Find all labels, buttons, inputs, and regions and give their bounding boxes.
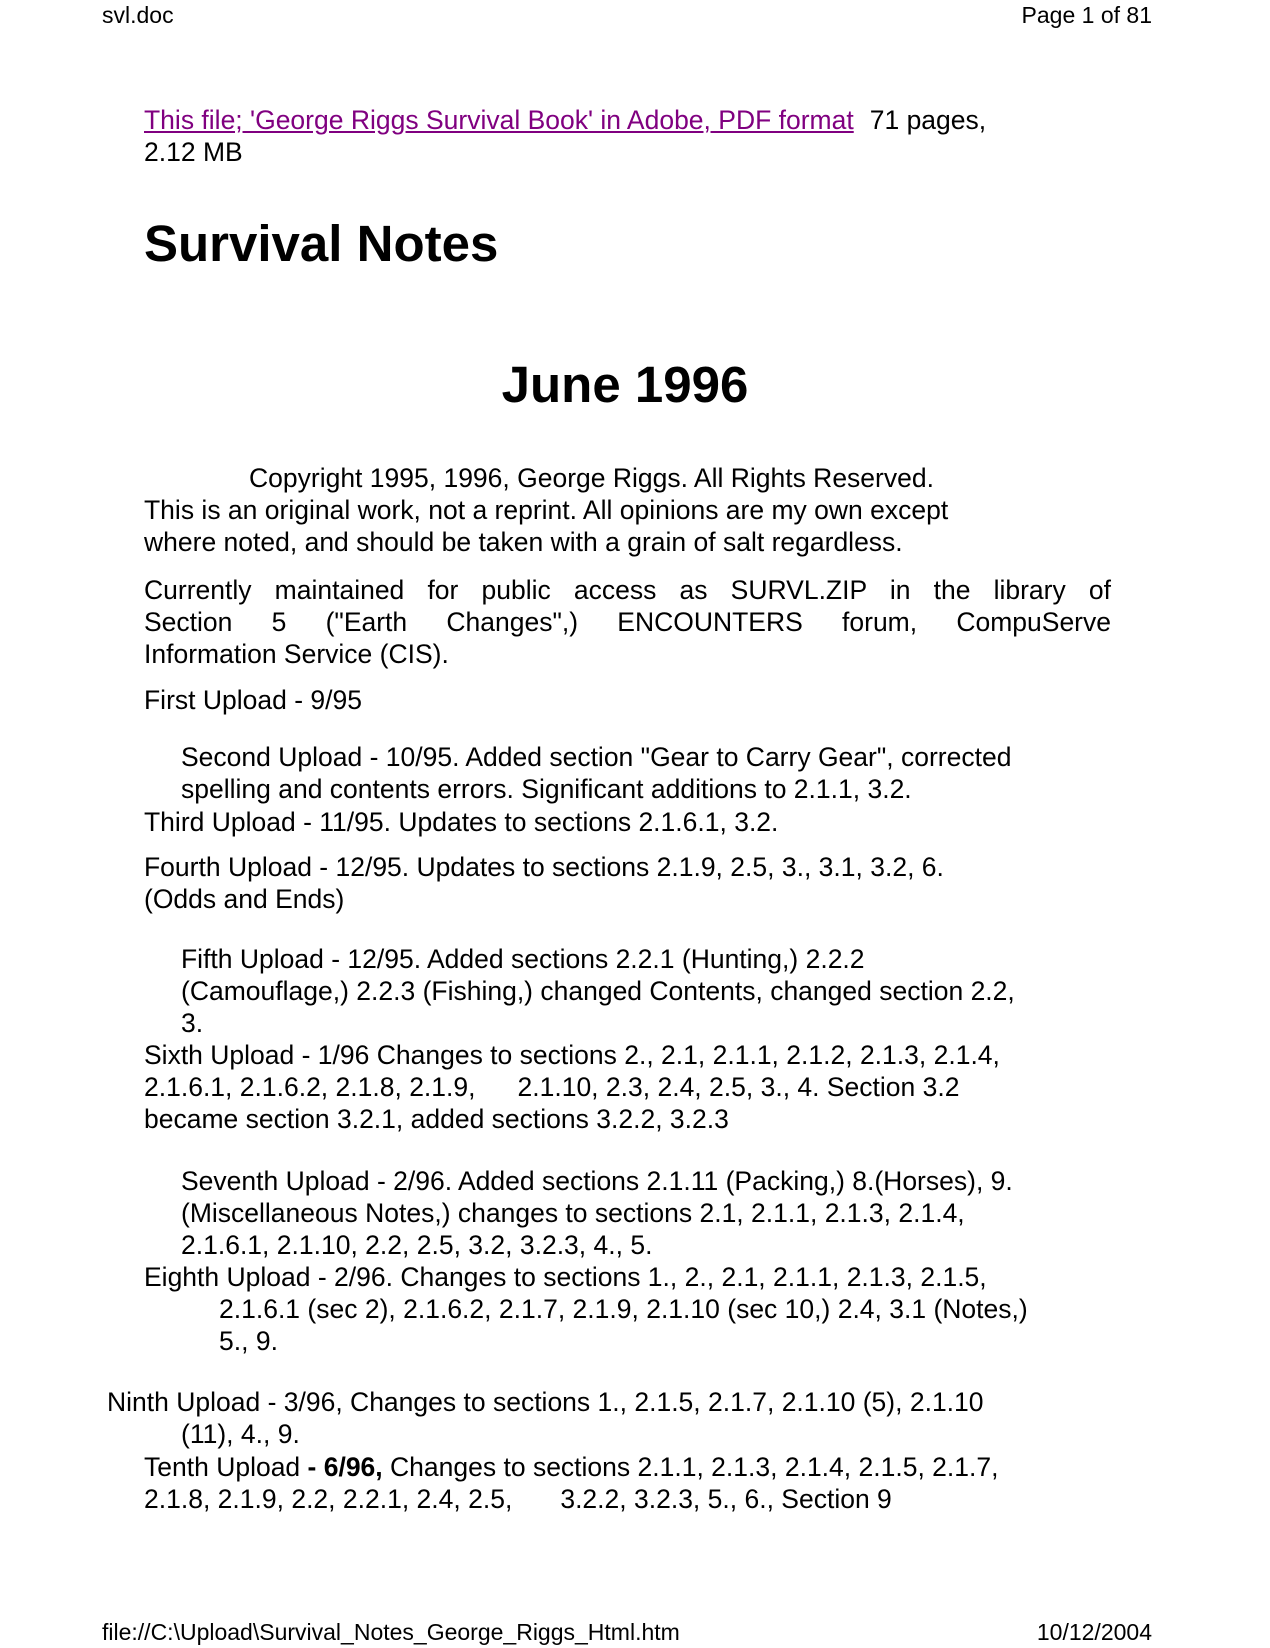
upload-tenth-changes: Changes to sections 2.1.1, 2.1.3, 2.1.4, 2.1.5, 2.1.7, (382, 1452, 999, 1482)
copyright-statement-line1: This is an original work, not a reprint. All opinions are my own except (144, 495, 949, 525)
access-line1: Currently maintained for public access as SURVL.ZIP in the library of (144, 575, 1111, 605)
intro-page-count: 71 pages, (869, 105, 987, 135)
upload-tenth-line2-part1: 2.1.8, 2.1.9, 2.2, 2.2.1, 2.4, 2.5, (144, 1484, 513, 1514)
date-heading: June 1996 (501, 356, 749, 413)
upload-third: Third Upload - 11/95. Updates to sections 2.1.6.1, 3.2. (144, 807, 779, 837)
header-page-number: Page 1 of 81 (1021, 2, 1152, 28)
upload-sixth-line1: Sixth Upload - 1/96 Changes to sections 2., 2.1, 2.1.1, 2.1.2, 2.1.3, 2.1.4, (144, 1040, 1000, 1070)
upload-second-line1: Second Upload - 10/95. Added section "Gear to Carry Gear", corrected (181, 742, 1012, 772)
upload-fourth-line2: (Odds and Ends) (144, 884, 345, 914)
header-filename: svl.doc (102, 2, 174, 28)
document-title: Survival Notes (144, 215, 499, 272)
upload-ninth-line2: (11), 4., 9. (181, 1419, 300, 1449)
intro-file-size: 2.12 MB (144, 137, 243, 167)
upload-sixth-line3: became section 3.2.1, added sections 3.2.2, 3.2.3 (144, 1104, 729, 1134)
upload-fifth-line2: (Camouflage,) 2.2.3 (Fishing,) changed Contents, changed section 2.2, (181, 976, 1015, 1006)
upload-seventh-line3: 2.1.6.1, 2.1.10, 2.2, 2.5, 3.2, 3.2.3, 4., 5. (181, 1230, 653, 1260)
footer-file-path: file://C:\Upload\Survival_Notes_George_Riggs_Html.htm (102, 1619, 680, 1645)
intro-line (144, 104, 986, 136)
upload-tenth-line2-part2: 3.2.2, 3.2.3, 5., 6., Section 9 (560, 1484, 892, 1514)
access-line2: Section 5 ("Earth Changes",) ENCOUNTERS forum, CompuServe (144, 607, 1111, 637)
upload-tenth-label: Tenth Upload (144, 1452, 308, 1482)
copyright-line: Copyright 1995, 1996, George Riggs. All Rights Reserved. (249, 463, 934, 493)
upload-eighth-line3: 5., 9. (219, 1326, 278, 1356)
upload-fourth-line1: Fourth Upload - 12/95. Updates to sections 2.1.9, 2.5, 3., 3.1, 3.2, 6. (144, 852, 944, 882)
upload-fifth-line3: 3. (181, 1008, 204, 1038)
upload-sixth-line2-part2: 2.1.10, 2.3, 2.4, 2.5, 3., 4. Section 3.2 (517, 1072, 960, 1102)
footer-date: 10/12/2004 (1036, 1619, 1152, 1645)
upload-seventh-line1: Seventh Upload - 2/96. Added sections 2.1.11 (Packing,) 8.(Horses), 9. (181, 1166, 1013, 1196)
upload-tenth-line1 (144, 1451, 998, 1483)
upload-fifth-line1: Fifth Upload - 12/95. Added sections 2.2.1 (Hunting,) 2.2.2 (181, 944, 865, 974)
access-line3: Information Service (CIS). (144, 639, 449, 669)
upload-first: First Upload - 9/95 (144, 685, 362, 715)
pdf-download-link[interactable]: This file; 'George Riggs Survival Book' in Adobe, PDF format (144, 105, 854, 135)
upload-sixth-line2-part1: 2.1.6.1, 2.1.6.2, 2.1.8, 2.1.9, (144, 1072, 476, 1102)
upload-seventh-line2: (Miscellaneous Notes,) changes to sections 2.1, 2.1.1, 2.1.3, 2.1.4, (181, 1198, 965, 1228)
upload-sixth-line2 (144, 1071, 959, 1103)
upload-tenth-date: - 6/96, (307, 1452, 383, 1482)
upload-second-line2: spelling and contents errors. Significant additions to 2.1.1, 3.2. (181, 774, 912, 804)
copyright-statement-line2: where noted, and should be taken with a grain of salt regardless. (144, 527, 903, 557)
upload-tenth-line2 (144, 1483, 892, 1515)
upload-eighth-line1: Eighth Upload - 2/96. Changes to sections 1., 2., 2.1, 2.1.1, 2.1.3, 2.1.5, (144, 1262, 987, 1292)
upload-ninth-line1: Ninth Upload - 3/96, Changes to sections 1., 2.1.5, 2.1.7, 2.1.10 (5), 2.1.10 (107, 1387, 984, 1417)
access-paragraph (144, 574, 1111, 670)
upload-eighth-line2: 2.1.6.1 (sec 2), 2.1.6.2, 2.1.7, 2.1.9, 2.1.10 (sec 10,) 2.4, 3.1 (Notes,) (219, 1294, 1028, 1324)
